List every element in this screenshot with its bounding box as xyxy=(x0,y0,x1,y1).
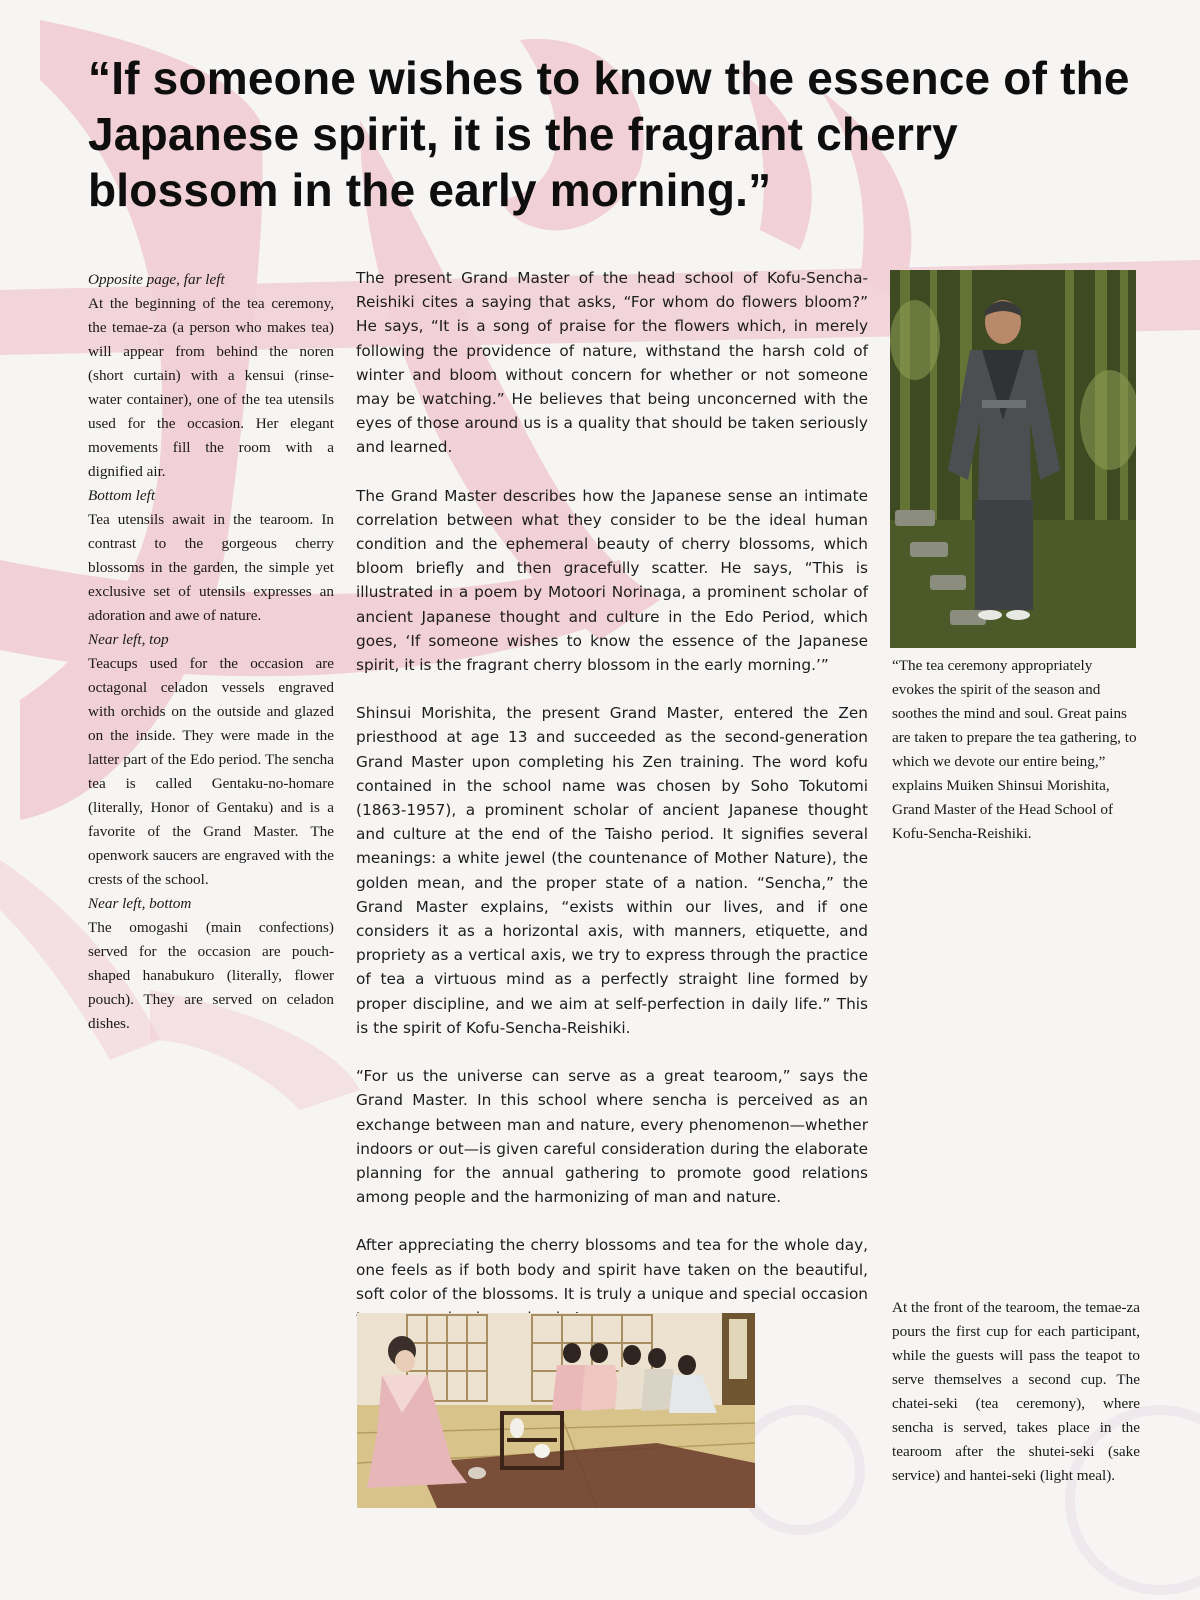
article-paragraph: The Grand Master describes how the Japanese sense an intimate correlation between what they consider to be the ideal human condition and the ephemeral beauty of cherry blossoms, which bloom briefly and then gracefully scatter. He says, “This is illustrated in a poem by Motoori Norinaga, a prominent scholar of ancient Japanese thought and culture in the Edo Period, which goes, ‘If someone wishes to know the essence of the Japanese spirit, it is the fragrant cherry blossom in the early morning.’” xyxy=(356,486,868,675)
left-caption-column xyxy=(88,268,334,1036)
article-paragraph: The present Grand Master of the head school of Kofu-Sencha-Reishiki cites a saying that asks, “For whom do flowers bloom?” He says, “It is a song of praise for the flowers which, in merely following the providence of nature, withstand the harsh cold of winter and bloom without concern for whether or not someone may be watching.” He believes that being unconcerned with the eyes of those around us is a quality that should be taken seriously and learned. xyxy=(356,269,868,457)
article-paragraph: Shinsui Morishita, the present Grand Master, entered the Zen priesthood at age 13 and succeeded as the second-generation Grand Master upon completing his Zen training. The word kofu contained in the school name was chosen by Soho Tokutomi (1863-1957), a prominent scholar of ancient Japanese thought and culture at the end of the Taisho period. It signifies several meanings: a white jewel (the countenance of Mother Nature), the golden mean, and the proper state of a nation. “Sencha,” the Grand Master explains, “exists within our lives, and if one considers it as a horizontal axis, with manners, etiquette, and propriety as a vertical axis, we try to express through the practice of tea a virtuous mind as a perfectly straight line formed by proper discipline, and we aim at self-perfection in daily life.” This is the spirit of Kofu-Sencha-Reishiki. xyxy=(356,704,868,1037)
caption-body: Teacups used for the occasion are octagonal celadon vessels engraved with orchids on the outside and glazed on the inside. They were made in the latter part of the Edo period. The sencha tea is called Gentaku-no-homare (literally, Honor of Gentaku) and is a favorite of the Grand Master. The openwork saucers are engraved with the crests of the school. xyxy=(88,655,334,888)
caption-heading: Bottom left xyxy=(88,487,156,504)
caption-heading: Near left, bottom xyxy=(88,895,192,912)
portrait-caption: “The tea ceremony appropriately evokes the spirit of the season and soothes the mind and soul. Great pains are taken to prepare the tea gathering, to which we devote our entire being,” explains Muiken Shinsui Morishita, Grand Master of the Head School of Kofu-Sencha-Reishiki. xyxy=(892,657,1137,842)
caption-heading: Near left, top xyxy=(88,631,169,648)
headline-quote: “If someone wishes to know the essence of the Japanese spirit, it is the fragrant cherry blossom in the early morning.” xyxy=(88,52,1130,216)
tearoom-ceremony-photo xyxy=(357,1313,755,1508)
article-paragraph: After appreciating the cherry blossoms and tea for the whole day, one feels as if both body and spirit have taken on the beautiful, soft color of the blossoms. It is truly a unique and special occasion xyxy=(356,1236,868,1303)
article-paragraph: “For us the universe can serve as a great tearoom,” says the Grand Master. In this school where sencha is perceived as an exchange between man and nature, every phenomenon—whether indoors or out—is given careful consideration during the elaborate planning for the annual gathering to promote good relations among people and the harmonizing of man and nature. xyxy=(356,1067,868,1207)
grand-master-portrait-photo xyxy=(890,270,1136,648)
tearoom-caption: At the front of the tearoom, the temae-za pours the first cup for each participant, while the guests will pass the teapot to serve themselves a second cup. The chatei-seki (tea ceremony), where sencha is served, takes place in the tearoom after the shutei-seki (sake service) and hantei-seki (light meal). xyxy=(892,1299,1140,1484)
caption-body: The omogashi (main confections) served for the occasion are pouch-shaped hanabukuro (literally, flower pouch). They are served on celadon dishes. xyxy=(88,919,334,1032)
article-column xyxy=(356,266,868,1354)
caption-body: At the beginning of the tea ceremony, the temae-za (a person who makes tea) will appear from behind the noren (short curtain) with a kensui (rinse-water container), one of the tea utensils used for the occasion. Her elegant movements fill the room with a dignified air. xyxy=(88,295,334,480)
caption-body: Tea utensils await in the tearoom. In contrast to the gorgeous cherry blossoms in the garden, the simple yet exclusive set of utensils expresses an adoration and awe of nature. xyxy=(88,511,334,624)
caption-heading: Opposite page, far left xyxy=(88,271,225,288)
